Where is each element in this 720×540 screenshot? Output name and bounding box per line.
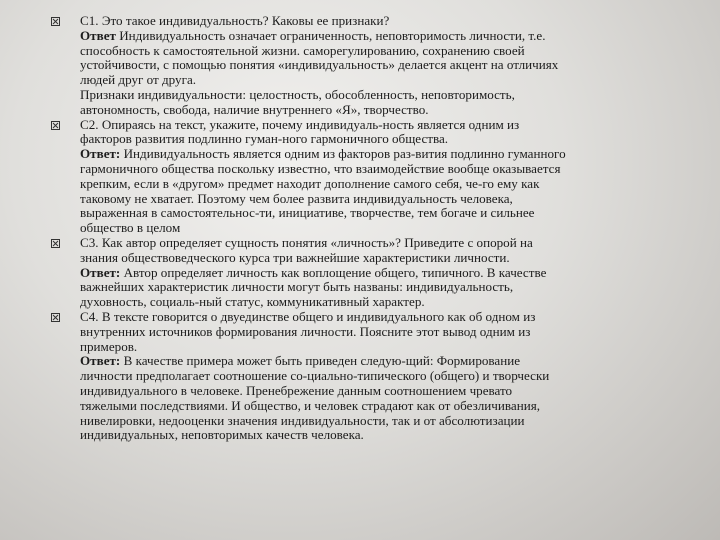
checkbox-bullet-icon bbox=[51, 121, 60, 130]
checkbox-bullet-icon bbox=[51, 17, 60, 26]
answer-line: Ответ: Автор определяет личность как воплощение общего, типичного. В качестве bbox=[80, 264, 547, 280]
question-text: С3. Как автор определяет сущность понятия «личность»? Приведите с опорой на bbox=[80, 234, 533, 250]
answer-line: важнейших характеристик личности могут быть названы: индивидуальность, bbox=[80, 279, 514, 295]
question-text: С4. В тексте говорится о двуединстве общего и индивидуального как об одном из bbox=[80, 308, 536, 324]
answer-label: Ответ: bbox=[80, 353, 121, 369]
answer-line: Ответ Индивидуальность означает ограниченность, неповторимость личности, т.е. bbox=[80, 27, 546, 43]
question-text: С2. Опираясь на текст, укажите, почему индивидуаль-ность является одним из bbox=[80, 116, 520, 132]
features-line: Признаки индивидуальности: целостность, обособленность, неповторимость, bbox=[80, 86, 515, 102]
answer-line: способность к самостоятельной жизни. саморегулированию, сохранению своей bbox=[80, 42, 525, 58]
question-text: знания обществоведческого курса три важнейшие характеристики личности. bbox=[80, 249, 510, 265]
answer-line: людей друг от друга. bbox=[80, 72, 197, 88]
answer-line: Ответ: Индивидуальность является одним из факторов раз-вития подлинно гуманного bbox=[80, 146, 566, 162]
answer-line: гармоничного общества поскольку известно, что взаимодействие вообще оказывается bbox=[80, 160, 561, 176]
answer-line: тяжелыми последствиями. И общество, и человек страдают как от обезличивания, bbox=[80, 397, 541, 413]
question-text: факторов развития подлинно гуман-ного гармоничного общества. bbox=[80, 131, 449, 147]
answer-line: таковому не хватает. Поэтому чем более развита индивидуальность человека, bbox=[80, 190, 513, 206]
answer-label: Ответ bbox=[80, 27, 116, 43]
answer-line: выраженная в самостоятельнос-ти, инициативе, творчестве, тем богаче и сильнее bbox=[80, 205, 535, 221]
list-item-c2 bbox=[0, 118, 720, 236]
question-text: внутренних источников формирования личности. Поясните этот вывод одним из bbox=[80, 323, 531, 339]
answer-line: нивелировки, недооценки значения индивидуальности, так и от абсолютизации bbox=[80, 412, 525, 428]
document-body bbox=[0, 14, 720, 443]
features-line: автономность, свобода, наличие внутреннего «Я», творчество. bbox=[80, 101, 429, 117]
checkbox-bullet-icon bbox=[51, 239, 60, 248]
question-text: примеров. bbox=[80, 338, 138, 354]
answer-line: Ответ: В качестве примера может быть приведен следую-щий: Формирование bbox=[80, 353, 521, 369]
answer-line: индивидуальных, неповторимых качеств человека. bbox=[80, 427, 364, 443]
list-item-c3 bbox=[0, 236, 720, 310]
answer-label: Ответ: bbox=[80, 146, 121, 162]
list-item-c4 bbox=[0, 310, 720, 443]
answer-line: устойчивости, с помощью понятия «индивидуальность» делается акцент на отличиях bbox=[80, 57, 559, 73]
answer-line: индивидуального в человеке. Пренебрежение данным соотношением чревато bbox=[80, 382, 513, 398]
answer-label: Ответ: bbox=[80, 264, 121, 280]
question-text: С1. Это такое индивидуальность? Каковы ее признаки? bbox=[80, 13, 390, 28]
list-item-c1 bbox=[0, 14, 720, 118]
answer-line: духовность, социаль-ный статус, коммуникативный характер. bbox=[80, 294, 425, 310]
answer-line: крепким, если в «другом» предмет находит дополнение самого себя, че-го ему как bbox=[80, 175, 540, 191]
answer-line: личности предполагает соотношение со-циально-типического (общего) и творчески bbox=[80, 368, 550, 384]
answer-line: общество в целом bbox=[80, 220, 181, 236]
checkbox-bullet-icon bbox=[51, 313, 60, 322]
